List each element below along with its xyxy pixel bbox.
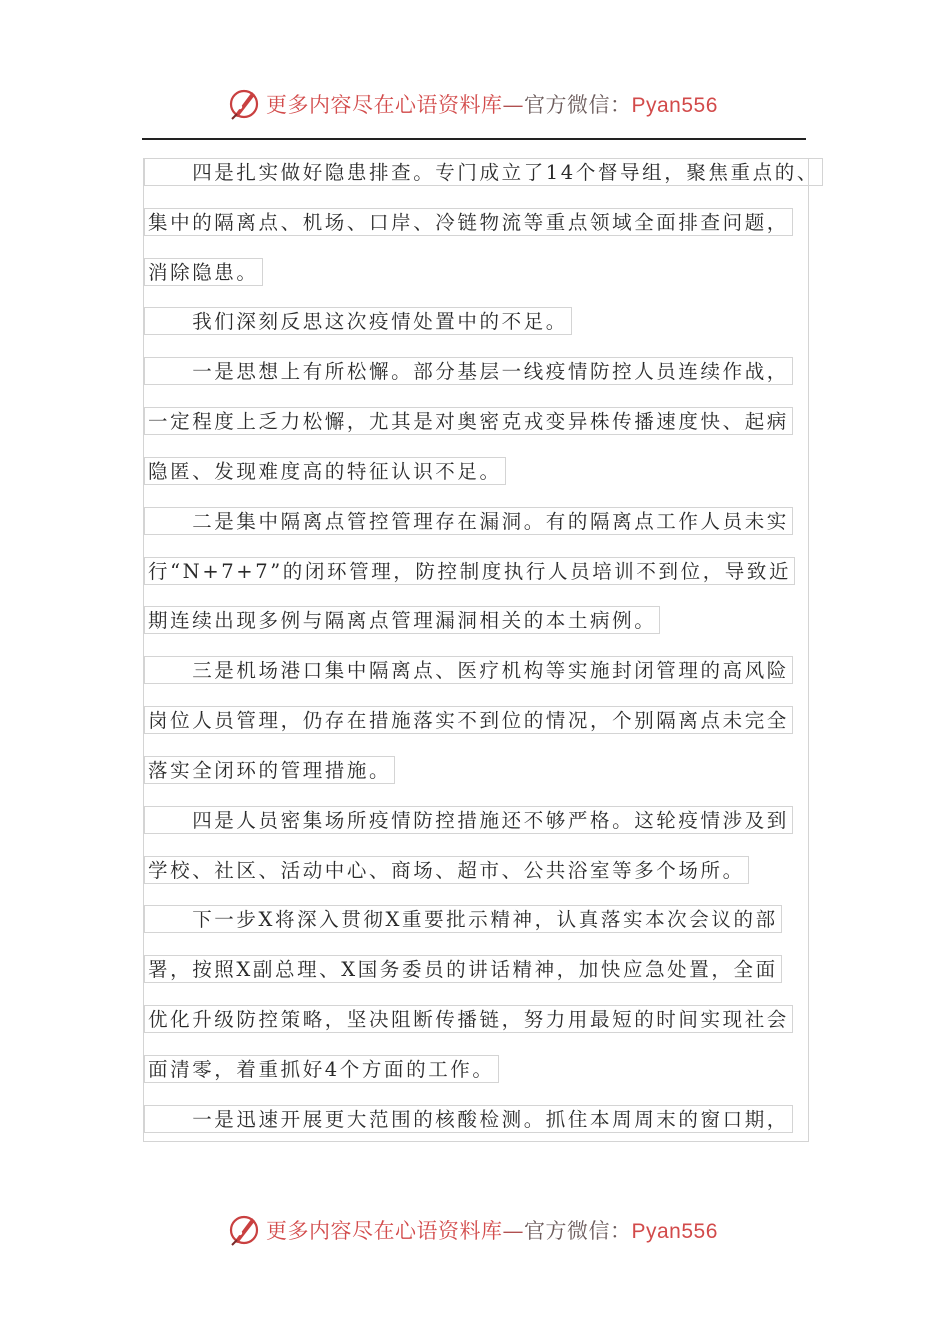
- text-line: 期连续出现多例与隔离点管理漏洞相关的本土病例。: [144, 606, 660, 634]
- text-line: 四是扎实做好隐患排查。专门成立了14个督导组，聚焦重点的、: [144, 158, 823, 186]
- footer-wechat-id: Pyan556: [631, 1220, 718, 1243]
- text-line: 落实全闭环的管理措施。: [144, 756, 395, 784]
- text-line: 署，按照X副总理、X国务委员的讲话精神，加快应急处置，全面: [144, 955, 782, 983]
- header-divider: [142, 138, 806, 140]
- header-banner: [0, 84, 950, 124]
- text-line: 面清零，着重抓好4个方面的工作。: [144, 1055, 499, 1083]
- header-brand: 更多内容尽在心语资料库: [266, 93, 503, 117]
- text-line: 行“N+7+7”的闭环管理，防控制度执行人员培训不到位，导致近: [144, 557, 795, 585]
- text-line: 我们深刻反思这次疫情处置中的不足。: [144, 307, 572, 335]
- footer-wechat-label: 官方微信：: [524, 1219, 632, 1243]
- header-dash: —: [502, 93, 524, 117]
- quill-logo-icon: [226, 1212, 262, 1248]
- text-line: 一是迅速开展更大范围的核酸检测。抓住本周周末的窗口期，: [144, 1105, 793, 1133]
- text-line: 学校、社区、活动中心、商场、超市、公共浴室等多个场所。: [144, 856, 749, 884]
- header-text: [266, 89, 718, 119]
- text-line: 优化升级防控策略，坚决阻断传播链，努力用最短的时间实现社会: [144, 1005, 793, 1033]
- text-line: 一定程度上乏力松懈，尤其是对奥密克戎变异株传播速度快、起病: [144, 407, 793, 435]
- text-line: 三是机场港口集中隔离点、医疗机构等实施封闭管理的高风险: [144, 656, 793, 684]
- text-line: 隐匿、发现难度高的特征认识不足。: [144, 457, 506, 485]
- text-line: 二是集中隔离点管控管理存在漏洞。有的隔离点工作人员未实: [144, 507, 793, 535]
- text-line: 一是思想上有所松懈。部分基层一线疫情防控人员连续作战，: [144, 357, 793, 385]
- footer-brand: 更多内容尽在心语资料库: [266, 1219, 503, 1243]
- header-wechat-label: 官方微信：: [524, 93, 632, 117]
- footer-text: [266, 1215, 718, 1245]
- text-line: 下一步X将深入贯彻X重要批示精神，认真落实本次会议的部: [144, 905, 782, 933]
- text-line: 集中的隔离点、机场、口岸、冷链物流等重点领域全面排查问题，: [144, 208, 793, 236]
- text-line: 四是人员密集场所疫情防控措施还不够严格。这轮疫情涉及到: [144, 806, 793, 834]
- text-line: 消除隐患。: [144, 258, 263, 286]
- text-line: 岗位人员管理，仍存在措施落实不到位的情况，个别隔离点未完全: [144, 706, 793, 734]
- document-body: [143, 158, 819, 1142]
- quill-logo-icon: [226, 86, 262, 122]
- footer-banner: [0, 1210, 950, 1250]
- header-wechat-id: Pyan556: [631, 94, 718, 117]
- footer-dash: —: [502, 1219, 524, 1243]
